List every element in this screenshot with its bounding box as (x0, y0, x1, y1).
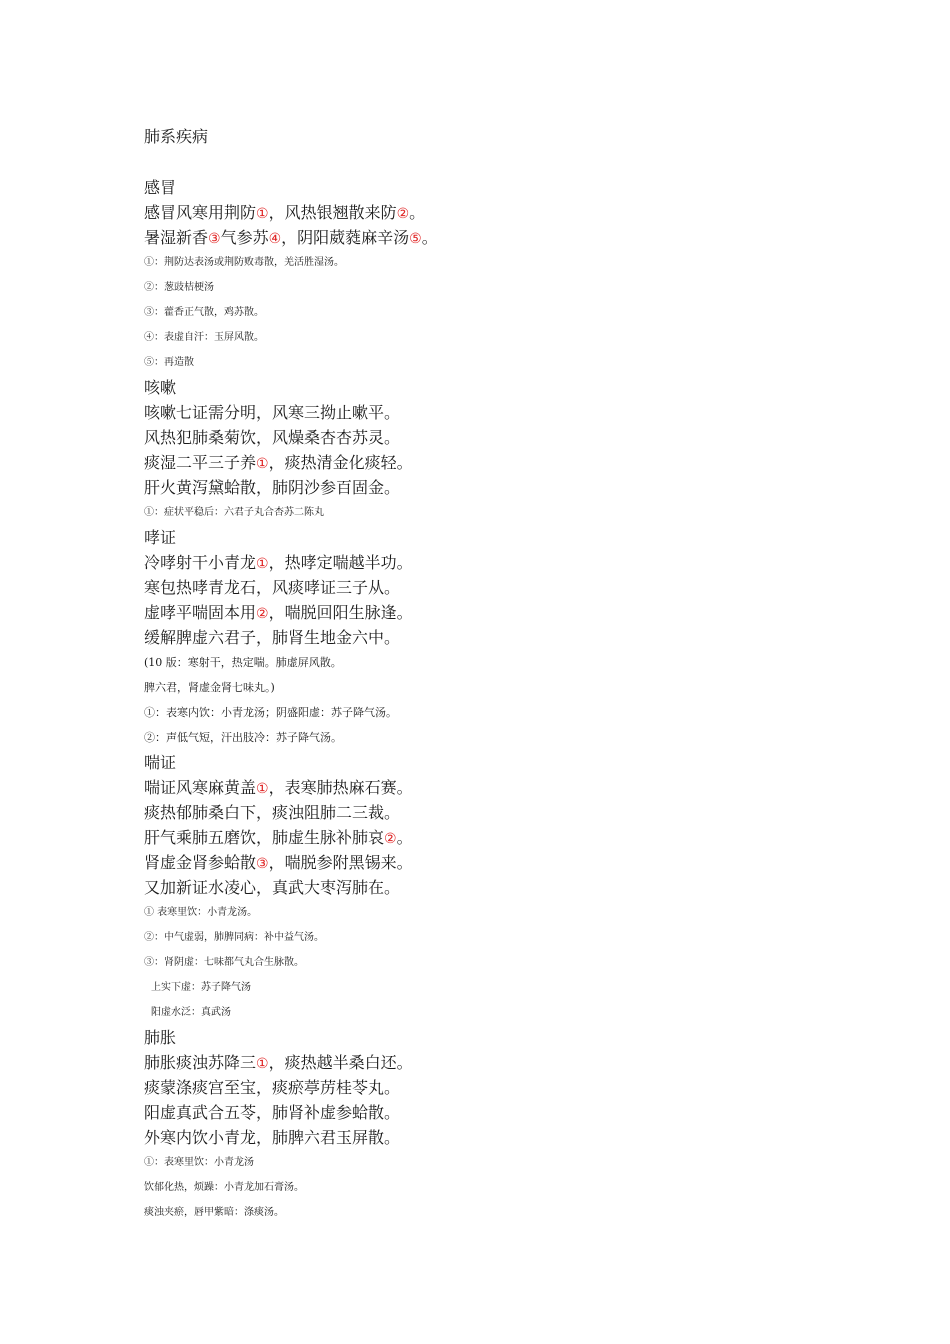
footnote: ①：表寒里饮：小青龙汤 (144, 1157, 254, 1168)
footnote-marker: ① (256, 1056, 269, 1072)
footnote: (10 版：寒射干，热定喘。肺虚屏风散。 (144, 656, 342, 669)
verse-text: ，阴阳葳蕤麻辛汤 (281, 228, 410, 247)
verse-text: 。 (409, 203, 426, 222)
verse-line (144, 850, 864, 875)
section-heading: 感冒 (144, 178, 177, 197)
verse-text: 痰热郁肺桑白下，痰浊阻肺二三裁。 (144, 803, 401, 822)
verse-text: ，痰热清金化痰轻。 (268, 453, 413, 472)
page-title: 肺系疾病 (144, 127, 209, 146)
footnote: 脾六君，肾虚金肾七味丸。) (144, 681, 275, 694)
verse-line (144, 200, 864, 225)
verse-line (144, 450, 864, 475)
verse-text: 肾虚金肾参蛤散 (144, 853, 257, 872)
verse-text: 冷哮射干小青龙 (144, 553, 257, 572)
verse-line (144, 775, 864, 800)
footnote: ②：中气虚弱，肺脾同病：补中益气汤。 (144, 932, 324, 943)
footnote-marker: ③ (256, 856, 269, 872)
verse-line (144, 1100, 864, 1125)
footnote: ①：荆防达表汤或荆防败毒散，羌活胜湿汤。 (144, 257, 344, 268)
verse-line (144, 875, 864, 900)
verse-line (144, 600, 864, 625)
footnote: 上实下虚：苏子降气汤 (151, 982, 251, 993)
verse-text: 。 (396, 828, 413, 847)
section-heading: 咳嗽 (144, 378, 177, 397)
footnote-marker: ③ (208, 231, 221, 247)
footnote: 痰浊夹瘀，唇甲紫暗：涤痰汤。 (144, 1207, 284, 1218)
footnote-marker: ② (396, 206, 410, 222)
footnote-marker: ① (256, 556, 269, 572)
verse-text: 。 (421, 228, 438, 247)
footnote: ⑤：再造散 (144, 357, 194, 368)
verse-text: 肺胀痰浊苏降三 (144, 1053, 257, 1072)
verse-line (144, 825, 864, 850)
verse-text: 感冒风寒用荆防 (144, 203, 257, 222)
verse-line (144, 475, 864, 500)
verse-line (144, 575, 864, 600)
verse-text: ，表寒肺热麻石赛。 (268, 778, 413, 797)
verse-text: 喘证风寒麻黄盖 (144, 778, 257, 797)
verse-text: 寒包热哮青龙石，风痰哮证三子从。 (144, 578, 401, 597)
verse-line (144, 800, 864, 825)
footnote: 饮郁化热，烦躁：小青龙加石膏汤。 (144, 1182, 304, 1193)
footnote: ②：声低气短，汗出肢冷：苏子降气汤。 (144, 731, 342, 744)
footnote: ①：表寒内饮：小青龙汤；阴盛阳虚：苏子降气汤。 (144, 706, 397, 719)
footnote: ②：葱豉桔梗汤 (144, 282, 214, 293)
verse-text: 外寒内饮小青龙，肺脾六君玉屏散。 (144, 1128, 401, 1147)
verse-text: 咳嗽七证需分明，风寒三拗止嗽平。 (144, 403, 401, 422)
verse-text: ，痰热越半桑白还。 (268, 1053, 413, 1072)
verse-text: 又加新证水凌心，真武大枣泻肺在。 (144, 878, 401, 897)
verse-line (144, 425, 864, 450)
verse-line (144, 225, 864, 250)
verse-text: 风热犯肺桑菊饮，风燥桑杏杏苏灵。 (144, 428, 401, 447)
footnote: ③：肾阴虚：七味都气丸合生脉散。 (144, 957, 304, 968)
verse-text: 肝火黄泻黛蛤散，肺阴沙参百固金。 (144, 478, 401, 497)
footnote-marker: ② (384, 831, 397, 847)
document-body (144, 175, 864, 1225)
footnote-marker: ① (256, 206, 269, 222)
footnote-marker: ① (256, 456, 269, 472)
footnote-marker: ① (256, 781, 269, 797)
verse-text: ，喘脱参附黑锡来。 (268, 853, 413, 872)
verse-text: 痰湿二平三子养 (144, 453, 257, 472)
verse-line (144, 1050, 864, 1075)
footnote-marker: ② (256, 606, 269, 622)
verse-line (144, 400, 864, 425)
verse-text: 阳虚真武合五苓，肺肾补虚参蛤散。 (144, 1103, 401, 1122)
verse-text: 气参苏 (220, 228, 269, 247)
footnote-marker: ⑤ (409, 231, 422, 247)
verse-text: ，热哮定喘越半功。 (268, 553, 413, 572)
footnote: ①：症状平稳后：六君子丸合杏苏二陈丸 (144, 507, 324, 518)
section-heading: 喘证 (144, 753, 177, 772)
section-heading: 肺胀 (144, 1028, 177, 1047)
verse-line (144, 1075, 864, 1100)
footnote: 阳虚水泛：真武汤 (151, 1007, 231, 1018)
verse-line (144, 550, 864, 575)
verse-line (144, 1125, 864, 1150)
footnote-marker: ④ (268, 231, 282, 247)
section-heading: 哮证 (144, 528, 177, 547)
verse-line (144, 625, 864, 650)
verse-text: ，喘脱回阳生脉逢。 (268, 603, 413, 622)
verse-text: 痰蒙涤痰宫至宝，痰瘀葶苈桂苓丸。 (144, 1078, 401, 1097)
verse-text: 虚哮平喘固本用 (144, 603, 257, 622)
footnote: ④：表虚自汗：玉屏风散。 (144, 332, 264, 343)
verse-text: 暑湿新香 (144, 228, 209, 247)
footnote: ③：藿香正气散，鸡苏散。 (144, 307, 264, 318)
verse-text: 缓解脾虚六君子，肺肾生地金六中。 (144, 628, 401, 647)
footnote: ① 表寒里饮：小青龙汤。 (144, 907, 258, 918)
verse-text: 肝气乘肺五磨饮，肺虚生脉补肺哀 (144, 828, 385, 847)
verse-text: ，风热银翘散来防 (268, 203, 397, 222)
